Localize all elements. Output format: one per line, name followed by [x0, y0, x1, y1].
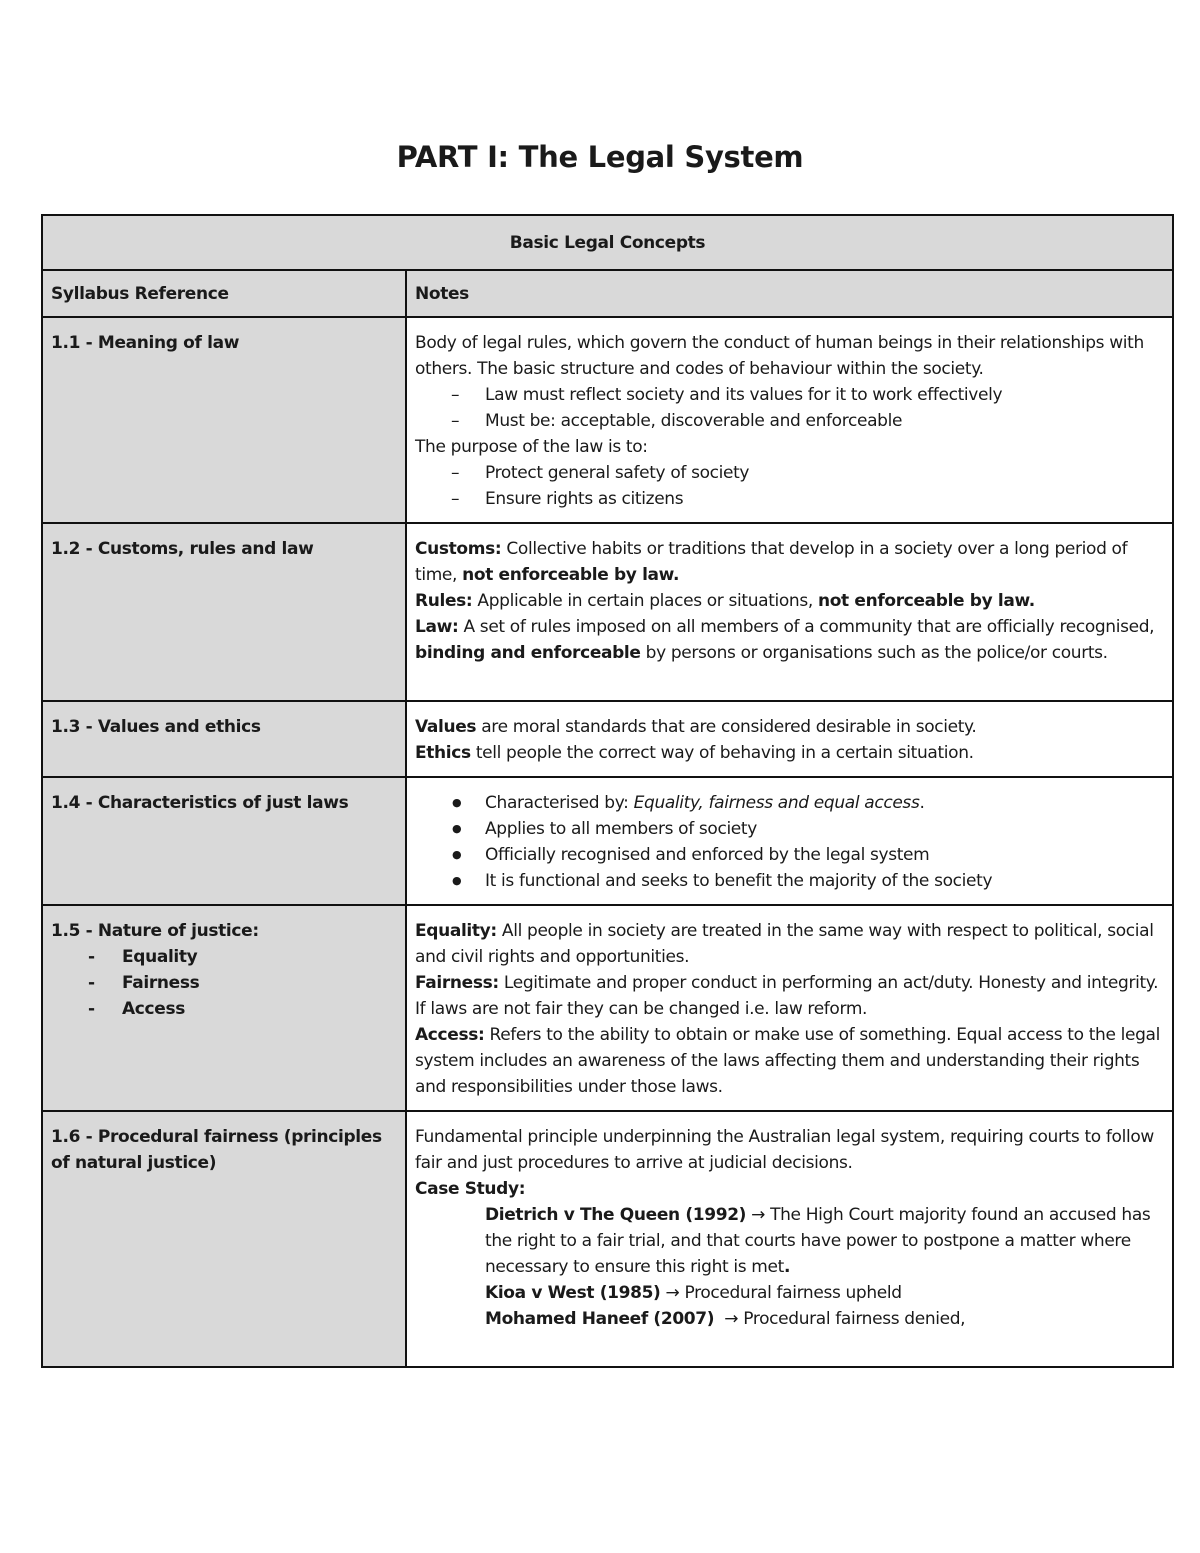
- reference-sub-item: - Access: [51, 996, 397, 1022]
- notes-cell: [406, 905, 1173, 1111]
- access-definition: Access: Refers to the ability to obtain or make use of something. Equal access to the legal system includes an awareness of the laws affecting them and understanding their rights and responsibilities under those laws.: [415, 1025, 1160, 1097]
- term-label: Equality:: [415, 921, 497, 941]
- bullet-list-item: ● It is functional and seeks to benefit the majority of the society: [415, 868, 1164, 894]
- column-header-row: [42, 270, 1173, 317]
- reference-sub-item: - Fairness: [51, 970, 397, 996]
- customs-definition: Customs: Collective habits or traditions that develop in a society over a long period of time, not enforceable by law.: [415, 539, 1128, 585]
- syllabus-reference: 1.6 - Procedural fairness (principles of natural justice): [42, 1111, 406, 1367]
- dash-list-item: – Ensure rights as citizens: [415, 486, 1164, 512]
- term-label: Access:: [415, 1025, 485, 1045]
- term-label: Rules:: [415, 591, 473, 611]
- column-header-notes: Notes: [406, 270, 1173, 317]
- table-row: [42, 523, 1173, 701]
- dash-list-item: – Must be: acceptable, discoverable and enforceable: [415, 408, 1164, 434]
- notes-cell: [406, 701, 1173, 777]
- section-header-row: [42, 215, 1173, 270]
- term-label: Ethics: [415, 743, 471, 763]
- term-label: Law:: [415, 617, 459, 637]
- case-study-heading: Case Study:: [415, 1179, 526, 1199]
- equality-definition: Equality: All people in society are treated in the same way with respect to political, social and civil rights and opportunities.: [415, 921, 1154, 967]
- reference-sub-item: - Equality: [51, 944, 397, 970]
- law-definition: Law: A set of rules imposed on all members of a community that are officially recognised, binding and enforceable by persons or organisations such as the police/or courts.: [415, 617, 1155, 663]
- rules-definition: Rules: Applicable in certain places or situations, not enforceable by law.: [415, 591, 1035, 611]
- note-paragraph: The purpose of the law is to:: [415, 437, 648, 457]
- syllabus-reference: 1.2 - Customs, rules and law: [42, 523, 406, 701]
- syllabus-reference: 1.5 - Nature of justice: - Equality - Fairness - Access: [42, 905, 406, 1111]
- column-header-syllabus: Syllabus Reference: [42, 270, 406, 317]
- term-label: Values: [415, 717, 477, 737]
- values-definition: Values are moral standards that are considered desirable in society.: [415, 717, 977, 737]
- bullet-list-item: ● Applies to all members of society: [415, 816, 1164, 842]
- notes-cell: [406, 777, 1173, 905]
- term-label: Fairness:: [415, 973, 499, 993]
- case-item: Mohamed Haneef (2007) → Procedural fairness denied,: [485, 1309, 966, 1329]
- case-item: Dietrich v The Queen (1992) → The High Court majority found an accused has the right to a fair trial, and that courts have power to postpone a matter where necessary to ensure this right is met.: [485, 1205, 1151, 1277]
- notes-cell: [406, 317, 1173, 523]
- note-paragraph: Body of legal rules, which govern the conduct of human beings in their relationships with others. The basic structure and codes of behaviour within the society.: [415, 333, 1144, 379]
- bullet-list-item: ● Officially recognised and enforced by the legal system: [415, 842, 1164, 868]
- case-item: Kioa v West (1985) → Procedural fairness upheld: [485, 1283, 902, 1303]
- term-label: Customs:: [415, 539, 502, 559]
- syllabus-reference: 1.4 - Characteristics of just laws: [42, 777, 406, 905]
- syllabus-reference: 1.1 - Meaning of law: [42, 317, 406, 523]
- table-row: [42, 905, 1173, 1111]
- table-row: [42, 701, 1173, 777]
- fairness-definition: Fairness: Legitimate and proper conduct in performing an act/duty. Honesty and integrity. If laws are not fair they can be changed i.e. law reform.: [415, 973, 1159, 1019]
- syllabus-reference: 1.3 - Values and ethics: [42, 701, 406, 777]
- table-row: [42, 777, 1173, 905]
- case-name: Kioa v West (1985): [485, 1283, 661, 1303]
- dash-list-item: – Law must reflect society and its values for it to work effectively: [415, 382, 1164, 408]
- page-title: PART I: The Legal System: [396, 140, 804, 174]
- case-name: Mohamed Haneef (2007): [485, 1309, 715, 1329]
- case-name: Dietrich v The Queen (1992): [485, 1205, 747, 1225]
- table-row: [42, 1111, 1173, 1367]
- ethics-definition: Ethics tell people the correct way of behaving in a certain situation.: [415, 743, 974, 763]
- note-paragraph: Fundamental principle underpinning the Australian legal system, requiring courts to follow fair and just procedures to arrive at judicial decisions.: [415, 1127, 1154, 1173]
- notes-cell: [406, 1111, 1173, 1367]
- section-header: Basic Legal Concepts: [42, 215, 1173, 270]
- table-row: [42, 317, 1173, 523]
- dash-list-item: – Protect general safety of society: [415, 460, 1164, 486]
- notes-cell: [406, 523, 1173, 701]
- concepts-table: [41, 214, 1174, 1368]
- bullet-list-item: ● Characterised by: Equality, fairness and equal access.: [415, 790, 1164, 816]
